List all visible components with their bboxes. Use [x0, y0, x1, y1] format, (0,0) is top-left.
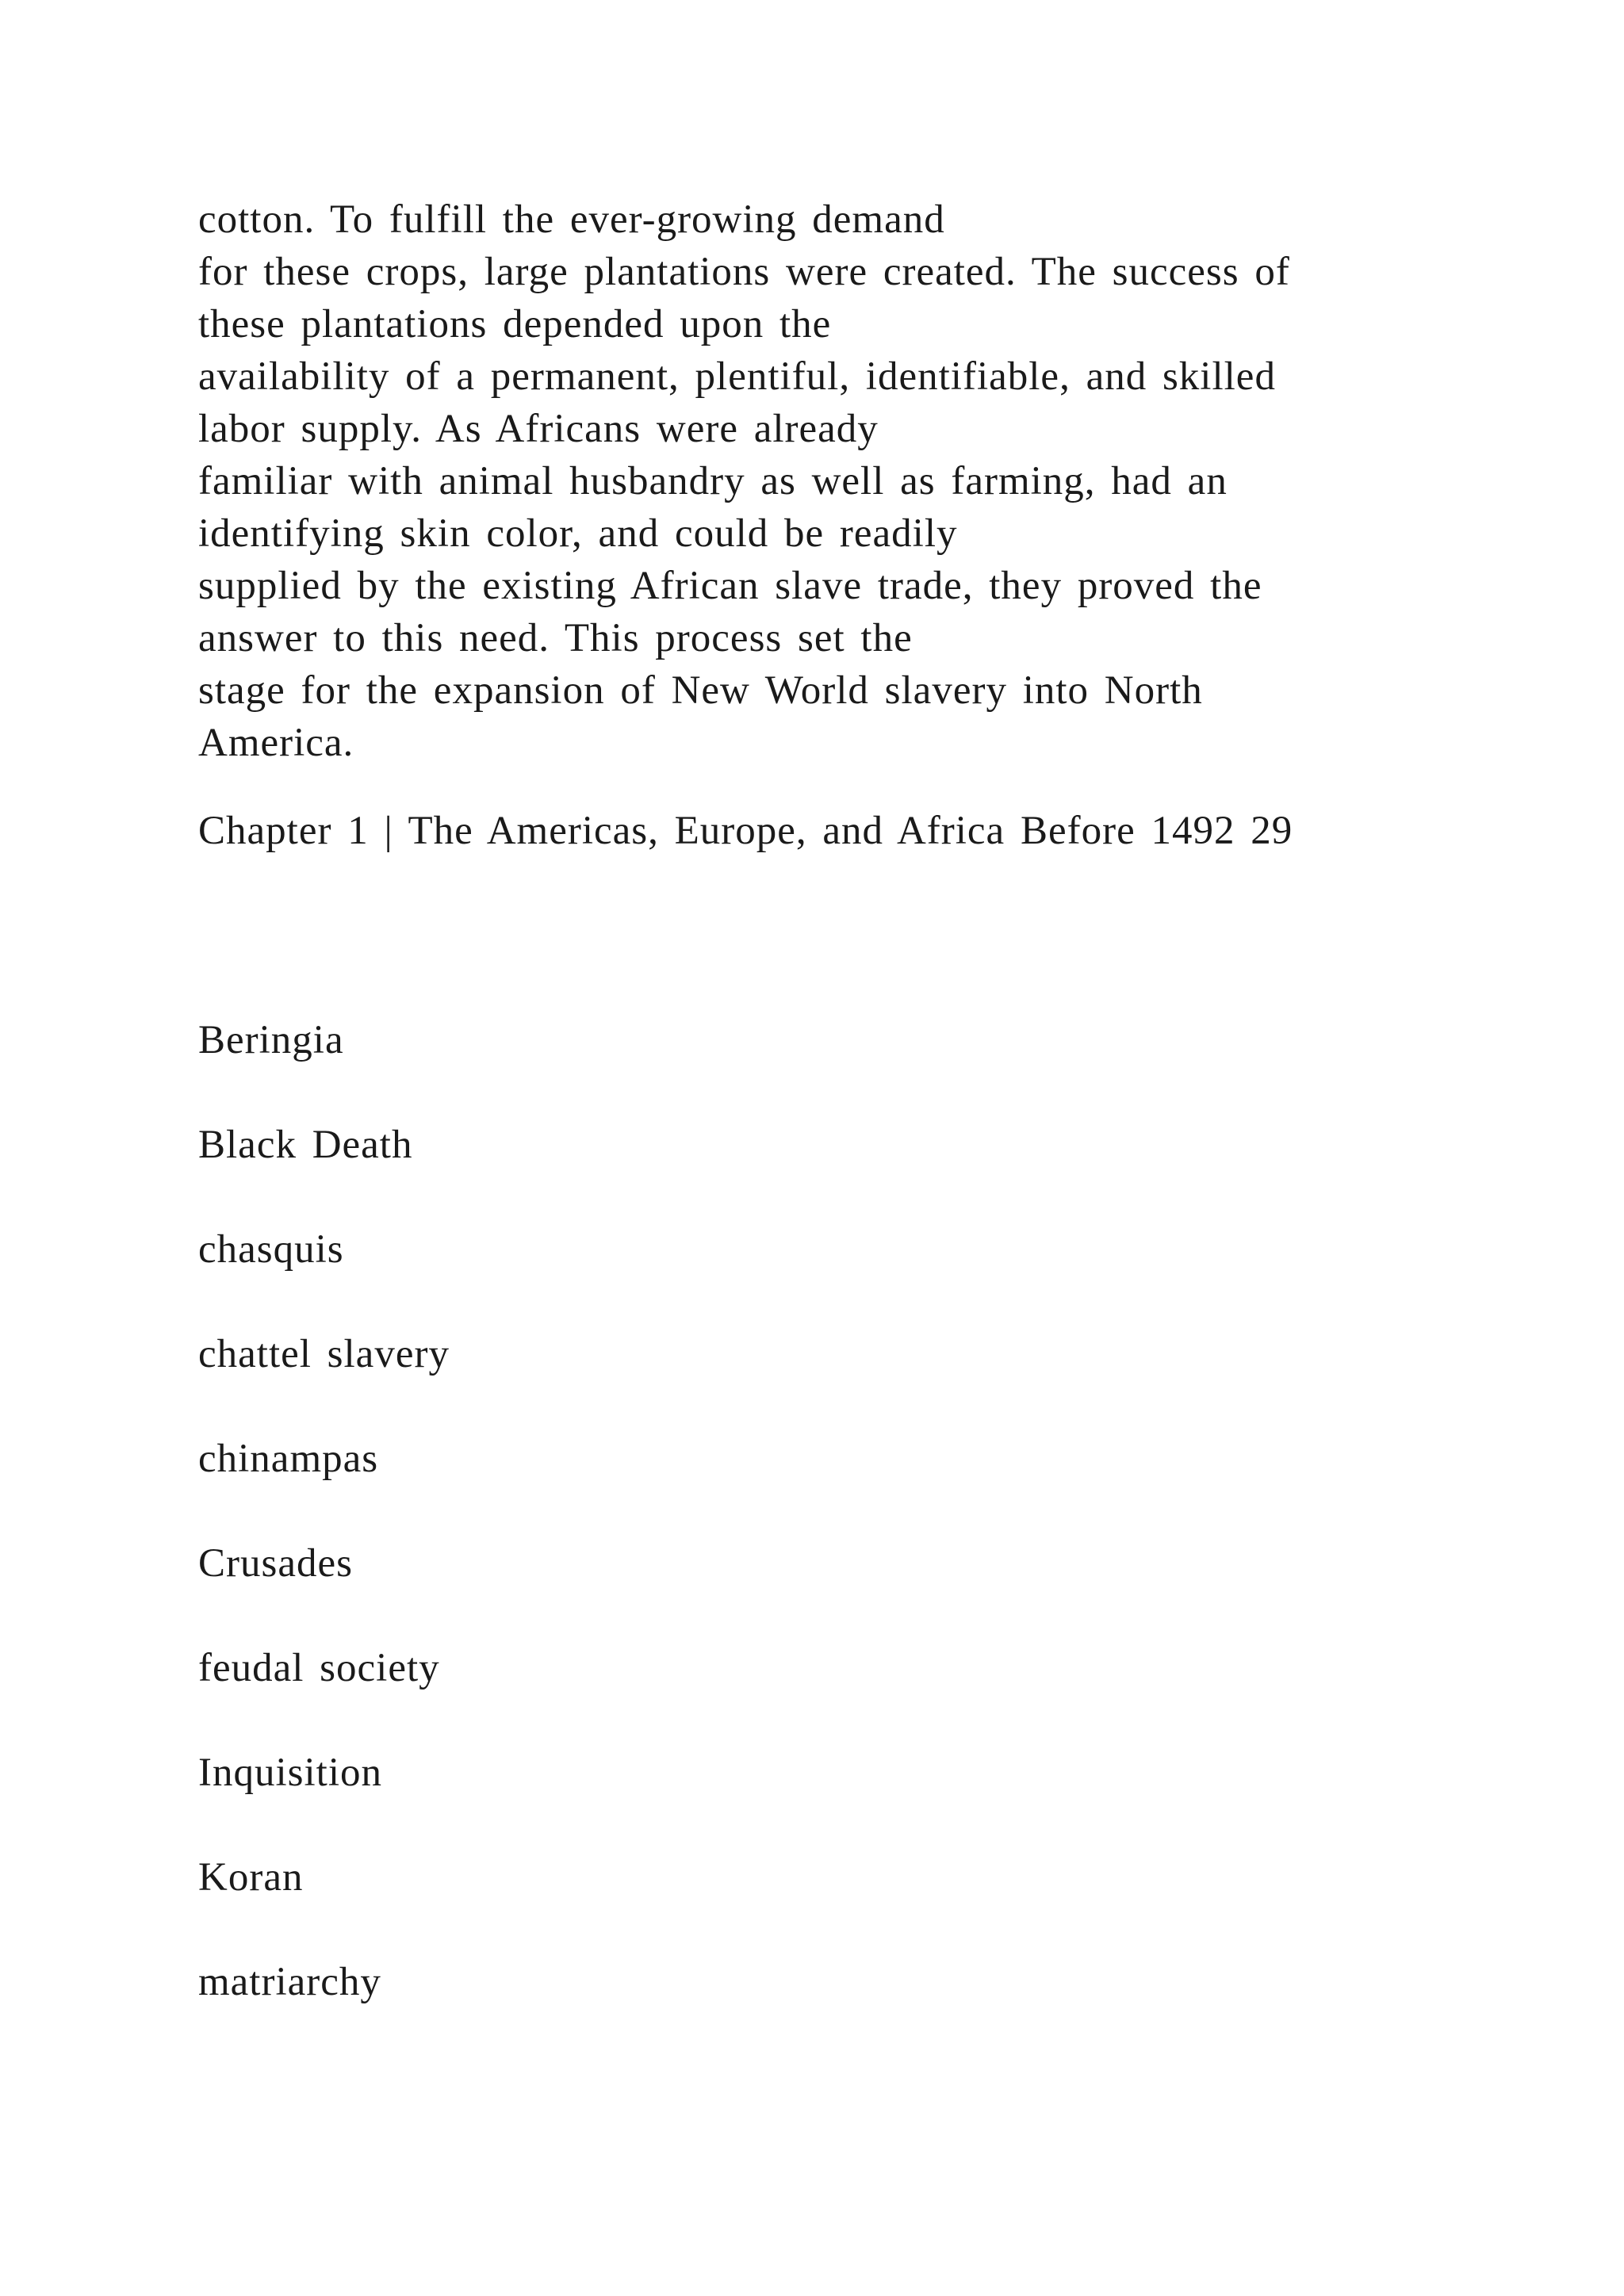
body-paragraph — [198, 193, 1435, 769]
paragraph-line: stage for the expansion of New World slavery into North — [198, 668, 1203, 713]
key-term: chasquis — [198, 1227, 344, 1272]
paragraph-line: identifying skin color, and could be readily — [198, 511, 958, 556]
key-term: matriarchy — [198, 1960, 381, 2004]
key-term: Crusades — [198, 1541, 353, 1586]
key-term: Beringia — [198, 1018, 344, 1062]
key-term: chattel slavery — [198, 1332, 450, 1376]
paragraph-line: America. — [198, 721, 354, 765]
key-term: feudal society — [198, 1646, 440, 1690]
paragraph-line: labor supply. As Africans were already — [198, 407, 879, 451]
paragraph-line: for these crops, large plantations were created. The success of — [198, 250, 1290, 294]
key-term: Inquisition — [198, 1751, 383, 1795]
key-term: Koran — [198, 1855, 304, 1900]
paragraph-line: familiar with animal husbandry as well as farming, had an — [198, 459, 1228, 503]
key-term: chinampas — [198, 1437, 379, 1481]
paragraph-line: availability of a permanent, plentiful, identifiable, and skilled — [198, 354, 1276, 399]
paragraph-line: supplied by the existing African slave trade, they proved the — [198, 564, 1262, 608]
key-terms-list — [198, 1014, 1435, 2008]
key-term: Black Death — [198, 1123, 413, 1167]
document-page — [198, 193, 1435, 2061]
paragraph-line: these plantations depended upon the — [198, 302, 832, 346]
paragraph-line: answer to this need. This process set the — [198, 616, 913, 660]
paragraph-line: cotton. To fulfill the ever-growing demand — [198, 197, 945, 242]
chapter-footer: Chapter 1 | The Americas, Europe, and Africa Before 1492 29 — [198, 809, 1293, 853]
